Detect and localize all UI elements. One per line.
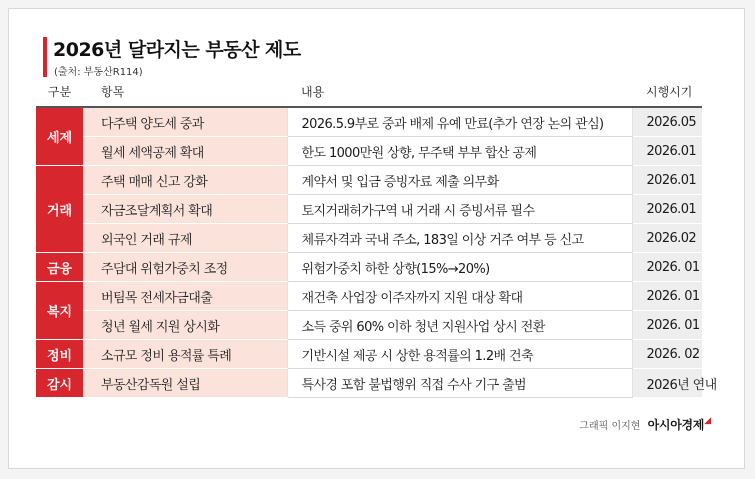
- category-cell-redevelopment: 정비: [36, 340, 83, 369]
- header-item: 항목: [83, 78, 287, 107]
- header-date: 시행시기: [632, 78, 702, 107]
- content-cell: 2026.5.9부로 중과 배제 유예 만료(추가 연장 논의 관심): [287, 107, 632, 137]
- title-accent-bar: [43, 37, 47, 77]
- table-row: [36, 107, 702, 137]
- publisher-logo: 아시아경제: [647, 418, 705, 432]
- category-cell-tax: 세제: [36, 107, 83, 166]
- item-cell: 다주택 양도세 중과: [83, 107, 287, 137]
- content-cell: 한도 1000만원 상향, 무주택 부부 합산 공제: [287, 137, 632, 166]
- header-content: 내용: [287, 78, 632, 107]
- table-row: [36, 166, 702, 195]
- content-cell: 기반시설 제공 시 상한 용적률의 1.2배 건축: [287, 340, 632, 369]
- date-cell: 2026. 01: [632, 311, 702, 340]
- date-cell: 2026.05: [632, 107, 702, 137]
- category-cell-supervision: 감시: [36, 369, 83, 398]
- date-cell: 2026.01: [632, 137, 702, 166]
- item-cell: 월세 세액공제 확대: [83, 137, 287, 166]
- credit-line: [579, 416, 711, 433]
- date-cell: 2026. 01: [632, 282, 702, 311]
- item-cell: 주택 매매 신고 강화: [83, 166, 287, 195]
- table-row: [36, 311, 702, 340]
- date-cell: 2026.01: [632, 166, 702, 195]
- item-cell: 자금조달계획서 확대: [83, 195, 287, 224]
- category-cell-finance: 금융: [36, 253, 83, 282]
- source-note: (출처: 부동산R114): [54, 67, 143, 78]
- content-cell: 소득 중위 60% 이하 청년 지원사업 상시 전환: [287, 311, 632, 340]
- table-row: [36, 369, 702, 398]
- item-cell: 청년 월세 지원 상시화: [83, 311, 287, 340]
- item-cell: 주담대 위험가중치 조정: [83, 253, 287, 282]
- item-cell: 부동산감독원 설립: [83, 369, 287, 398]
- date-cell: 2026년 연내: [632, 369, 702, 398]
- table-row: [36, 253, 702, 282]
- category-cell-trade: 거래: [36, 166, 83, 253]
- page-title: 2026년 달라지는 부동산 제도: [53, 39, 301, 61]
- item-cell: 소규모 정비 용적률 특례: [83, 340, 287, 369]
- date-cell: 2026.01: [632, 195, 702, 224]
- content-cell: 체류자격과 국내 주소, 183일 이상 거주 여부 등 신고: [287, 224, 632, 253]
- table-row: [36, 195, 702, 224]
- table-row: [36, 137, 702, 166]
- table-row: [36, 224, 702, 253]
- content-cell: 계약서 및 입금 증빙자료 제출 의무화: [287, 166, 632, 195]
- table-row: [36, 340, 702, 369]
- date-cell: 2026.02: [632, 224, 702, 253]
- regulation-table: [36, 78, 717, 398]
- table-header-row: [36, 78, 702, 107]
- category-cell-welfare: 복지: [36, 282, 83, 340]
- date-cell: 2026. 02: [632, 340, 702, 369]
- content-cell: 재건축 사업장 이주자까지 지원 대상 확대: [287, 282, 632, 311]
- item-cell: 외국인 거래 규제: [83, 224, 287, 253]
- brand-mark-icon: ◢: [704, 416, 711, 426]
- content-cell: 토지거래허가구역 내 거래 시 증빙서류 필수: [287, 195, 632, 224]
- date-cell: 2026. 01: [632, 253, 702, 282]
- content-cell: 특사경 포함 불법행위 직접 수사 기구 출범: [287, 369, 632, 398]
- header-category: 구분: [36, 78, 83, 107]
- table-row: [36, 282, 702, 311]
- content-cell: 위험가중치 하한 상향(15%→20%): [287, 253, 632, 282]
- graphic-credit: 그래픽 이지현: [579, 421, 641, 432]
- item-cell: 버팀목 전세자금대출: [83, 282, 287, 311]
